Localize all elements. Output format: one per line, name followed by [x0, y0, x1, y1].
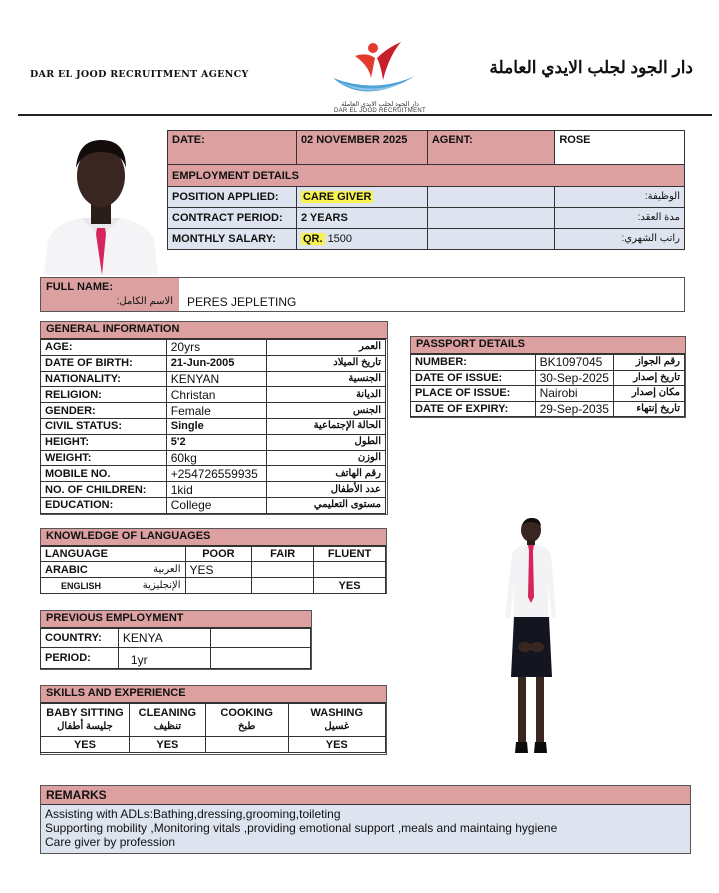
passport-label-ar: تاريخ إصدار: [613, 370, 684, 386]
agent-label: AGENT:: [427, 131, 555, 165]
lang-name: ENGLISH: [61, 580, 102, 591]
passport-value: 29-Sep-2035: [535, 401, 613, 417]
general-info-row: [41, 482, 386, 498]
general-label: DATE OF BIRTH:: [41, 355, 167, 371]
fullname-label: FULL NAME:: [46, 281, 114, 293]
position-cell: [296, 187, 427, 208]
lang-fair-value: [252, 562, 314, 578]
remarks-body: [41, 805, 690, 853]
skill-name: COOKING: [220, 707, 273, 719]
logo-text-ar: دار الجود لجلب الايدي العاملة: [341, 101, 419, 108]
agency-name-ar: دار الجود لجلب الايدي العاملة: [489, 58, 693, 77]
remarks-header: REMARKS: [41, 786, 690, 805]
general-value: Female: [166, 403, 266, 419]
general-label: WEIGHT:: [41, 450, 167, 466]
fullname-value: PERES JEPLETING: [187, 295, 297, 309]
skill-heading: [288, 704, 386, 737]
passport-label: PLACE OF ISSUE:: [411, 386, 536, 402]
passport-header: PASSPORT DETAILS: [411, 337, 685, 354]
passport-label-ar: مكان إصدار: [613, 386, 684, 402]
fullname-label-cell: [41, 278, 179, 311]
general-label-ar: تاريخ الميلاد: [266, 355, 385, 371]
skill-heading: [41, 704, 130, 737]
general-info-row: [41, 403, 386, 419]
general-value: College: [166, 497, 266, 513]
lang-col-poor: POOR: [185, 547, 252, 562]
general-label-ar: الجنسية: [266, 371, 385, 387]
remarks-section: [40, 785, 691, 854]
period-empty: [210, 648, 310, 669]
lang-name-ar: الإنجليزية: [142, 579, 181, 591]
salary-label: MONTHLY SALARY:: [168, 229, 297, 250]
general-info-row: [41, 450, 386, 466]
remarks-line: Supporting mobility ,Monitoring vitals ,providing emotional support ,meals and maintaing hygiene: [45, 821, 558, 835]
fullname-label-ar: الاسم الكامل:: [116, 296, 173, 307]
remarks-line: Care giver by profession: [45, 835, 176, 849]
logo-figure-icon: [325, 36, 435, 96]
date-label: DATE:: [168, 131, 297, 165]
date-value: 02 NOVEMBER 2025: [296, 131, 427, 165]
general-value: Christan: [166, 387, 266, 403]
general-info-table: [40, 339, 386, 514]
salary-currency: QR.: [302, 233, 323, 245]
position-ar: الوظيفة:: [555, 187, 685, 208]
lang-poor-value: YES: [185, 562, 252, 578]
employment-header: EMPLOYMENT DETAILS: [168, 165, 685, 187]
agent-value: ROSE: [555, 131, 685, 165]
salary-value: 1500: [327, 233, 353, 245]
general-value: KENYAN: [166, 371, 266, 387]
skill-heading: [129, 704, 205, 737]
passport-value: BK1097045: [535, 355, 613, 371]
general-info-header: GENERAL INFORMATION: [41, 322, 387, 339]
general-info-row: [41, 371, 386, 387]
contract-label: CONTRACT PERIOD:: [168, 208, 297, 229]
skill-name-ar: تنظيف: [153, 721, 182, 732]
languages-header: KNOWLEDGE OF LANGUAGES: [41, 529, 386, 546]
general-label: GENDER:: [41, 403, 167, 419]
passport-label: DATE OF EXPIRY:: [411, 401, 536, 417]
general-info-row: [41, 434, 386, 450]
lang-col-fluent: FLUENT: [314, 547, 386, 562]
general-label-ar: الحالة الإجتماعية: [266, 418, 385, 434]
skill-name: CLEANING: [138, 707, 197, 719]
remarks-line: Assisting with ADLs:Bathing,dressing,grooming,toileting: [45, 807, 341, 821]
general-info-row: [41, 355, 386, 371]
lang-fluent-value: [314, 562, 386, 578]
general-label: NATIONALITY:: [41, 371, 167, 387]
lang-col-fair: FAIR: [252, 547, 314, 562]
period-text: 1yr: [130, 653, 148, 667]
contract-empty: [427, 208, 555, 229]
general-value: 20yrs: [166, 340, 266, 356]
skill-heading: [205, 704, 288, 737]
contract-ar: مدة العقد:: [555, 208, 685, 229]
top-details-table: [167, 130, 685, 250]
country-empty: [210, 629, 310, 648]
general-label: NO. OF CHILDREN:: [41, 482, 167, 498]
position-value: CARE GIVER: [302, 191, 372, 203]
previous-header: PREVIOUS EMPLOYMENT: [41, 611, 311, 628]
period-label: PERIOD:: [41, 648, 119, 669]
lang-fluent-value: YES: [314, 578, 386, 594]
languages-table: [40, 546, 386, 594]
passport-row: [411, 386, 685, 402]
skill-value: YES: [129, 737, 205, 753]
general-value: 1kid: [166, 482, 266, 498]
lang-row-english: [41, 578, 186, 594]
passport-row: [411, 401, 685, 417]
languages-section: [40, 528, 387, 594]
contract-value: 2 YEARS: [296, 208, 427, 229]
passport-table: [410, 354, 685, 417]
general-value: Single: [166, 418, 266, 434]
general-info-row: [41, 418, 386, 434]
applicant-full-body-photo: [492, 517, 572, 762]
skill-value: [205, 737, 288, 753]
skill-value: YES: [288, 737, 386, 753]
lang-poor-value: [185, 578, 252, 594]
country-label: COUNTRY:: [41, 629, 119, 648]
general-info-row: [41, 497, 386, 513]
previous-table: [40, 628, 311, 669]
agency-logo: [325, 36, 435, 112]
position-label: POSITION APPLIED:: [168, 187, 297, 208]
general-label-ar: الجنس: [266, 403, 385, 419]
general-label-ar: العمر: [266, 340, 385, 356]
salary-cell: [296, 229, 427, 250]
lang-row-arabic: [41, 562, 186, 578]
logo-text-en: DAR EL JOOD RECRUITMENT: [333, 108, 427, 114]
passport-label: NUMBER:: [411, 355, 536, 371]
country-value: KENYA: [118, 629, 210, 648]
header-divider: [18, 114, 712, 116]
general-label: EDUCATION:: [41, 497, 167, 513]
passport-row: [411, 370, 685, 386]
general-info-row: [41, 466, 386, 482]
passport-section: [410, 336, 686, 418]
position-empty: [427, 187, 555, 208]
general-label-ar: عدد الأطفال: [266, 482, 385, 498]
agency-name-en: DAR EL JOOD RECRUITMENT AGENCY: [30, 69, 249, 80]
salary-ar: راتب الشهري:: [555, 229, 685, 250]
lang-name: ARABIC: [45, 563, 88, 576]
general-label-ar: الديانة: [266, 387, 385, 403]
skills-header: SKILLS AND EXPERIENCE: [41, 686, 386, 703]
general-label-ar: رقم الهاتف: [266, 466, 385, 482]
general-value: 21-Jun-2005: [166, 355, 266, 371]
salary-empty: [427, 229, 555, 250]
skill-name-ar: طبخ: [237, 721, 256, 732]
general-label: RELIGION:: [41, 387, 167, 403]
general-value: 60kg: [166, 450, 266, 466]
skill-name-ar: غسيل: [324, 721, 350, 732]
general-label-ar: الطول: [266, 434, 385, 450]
passport-value: Nairobi: [535, 386, 613, 402]
skill-value: YES: [41, 737, 130, 753]
general-label: HEIGHT:: [41, 434, 167, 450]
general-label-ar: مستوى التعليمي: [266, 497, 385, 513]
lang-col-language: LANGUAGE: [41, 547, 186, 562]
general-label: AGE:: [41, 340, 167, 356]
general-label: MOBILE NO.: [41, 466, 167, 482]
skill-name: WASHING: [310, 707, 364, 719]
general-info-section: [40, 321, 388, 515]
applicant-portrait: [42, 130, 160, 275]
previous-employment-section: [40, 610, 312, 670]
lang-name-ar: العربية: [153, 563, 181, 575]
skills-section: [40, 685, 387, 755]
skills-table: [40, 703, 386, 753]
skill-name-ar: جليسة أطفال: [57, 721, 113, 732]
general-value: +254726559935: [166, 466, 266, 482]
passport-label: DATE OF ISSUE:: [411, 370, 536, 386]
passport-value: 30-Sep-2025: [535, 370, 613, 386]
passport-label-ar: تاريخ إنتهاء: [613, 401, 684, 417]
period-value: [118, 648, 210, 669]
fullname-box: [40, 277, 685, 312]
lang-fair-value: [252, 578, 314, 594]
passport-row: [411, 355, 685, 371]
skill-name: BABY SITTING: [46, 707, 124, 719]
passport-label-ar: رقم الجواز: [613, 355, 684, 371]
general-label: CIVIL STATUS:: [41, 418, 167, 434]
general-label-ar: الوزن: [266, 450, 385, 466]
general-info-row: [41, 387, 386, 403]
general-value: 5'2: [166, 434, 266, 450]
general-info-row: [41, 340, 386, 356]
